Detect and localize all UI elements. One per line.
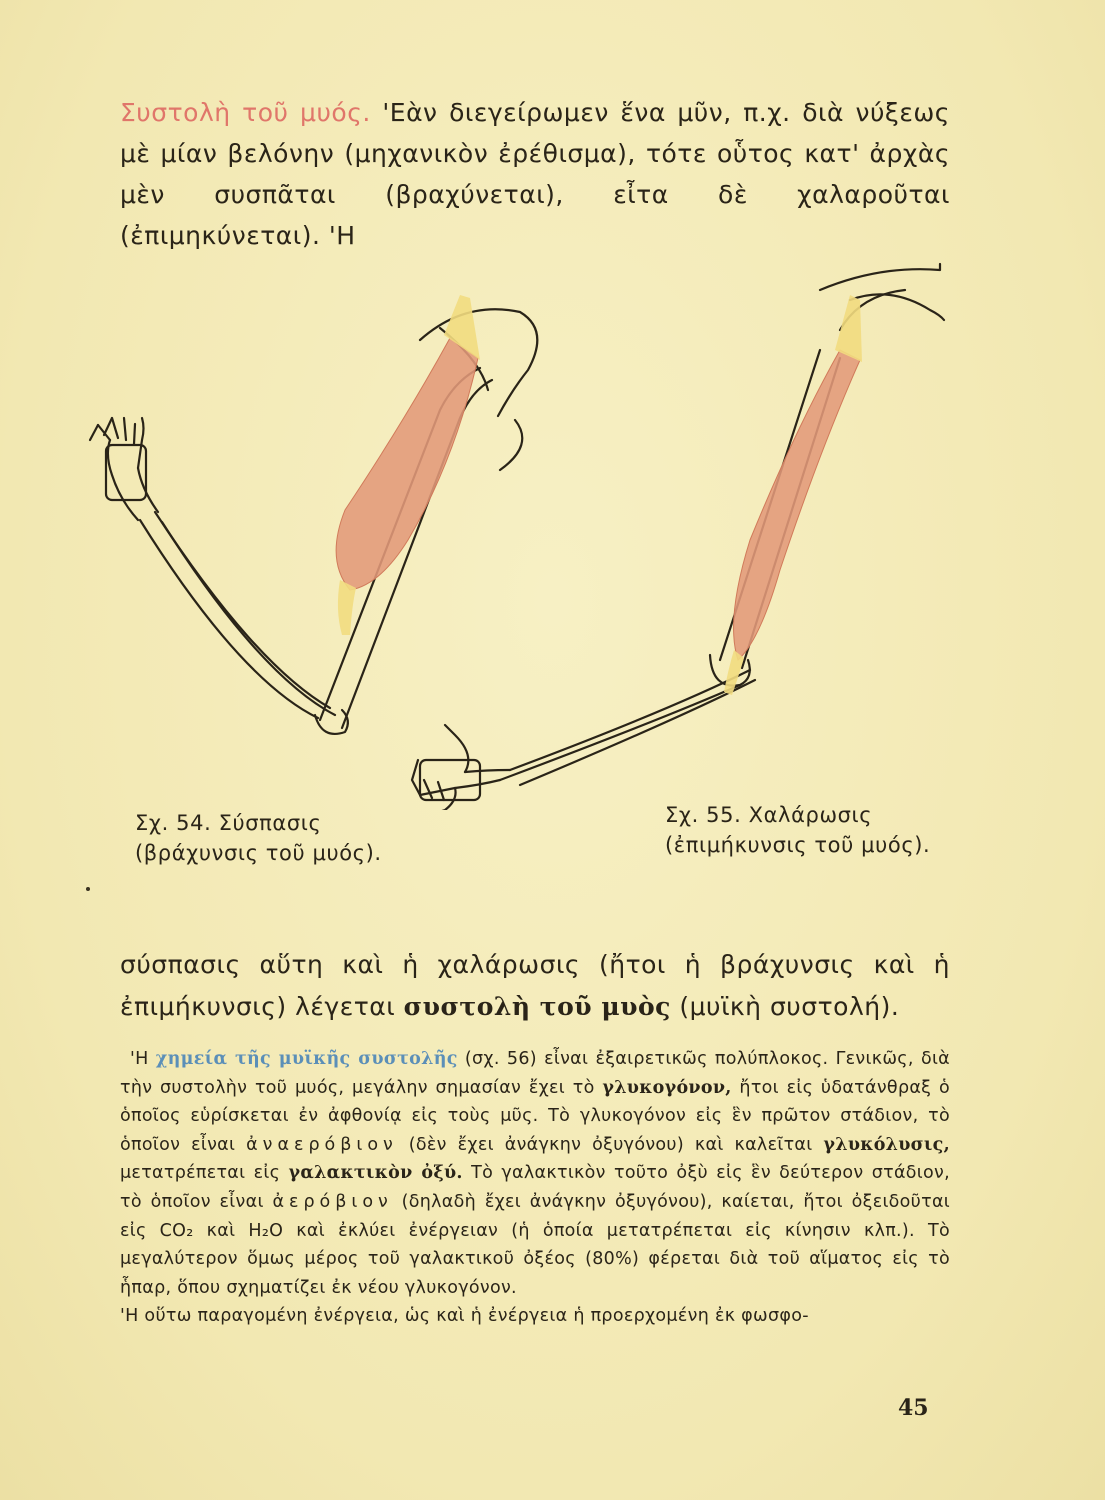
para2-text-2: (σχ. 56) εἶναι ἐξαιρετικῶς πολύπλοκος. Γενικῶς, διὰ τὴν συστολὴν τοῦ μυός, μεγάλην σημασίαν ἔχει τὸ — [120, 1049, 951, 1098]
para1-text-after: (μυϊκὴ συστολή). — [670, 992, 900, 1021]
biceps-contracted — [336, 338, 478, 590]
main-paragraph — [120, 944, 950, 1028]
term-glycolysis: γλυκόλυσις, — [823, 1134, 950, 1155]
figure-55-relaxed-arm — [412, 264, 944, 810]
term-lactic-acid: γαλακτικὸν ὀξύ. — [288, 1163, 463, 1184]
figure-55-caption: Σχ. 55. Χαλάρωσις (ἐπιμήκυνσις τοῦ μυός). — [665, 803, 931, 857]
term-chemistry-of-contraction: χημεία τῆς μυϊκῆς συστολῆς — [155, 1049, 458, 1069]
term-glycogen: γλυκογόνον, — [602, 1077, 732, 1098]
biceps-relaxed-tendon-bottom — [724, 650, 744, 695]
para2-text-6: Τὸ γαλακτικὸν τοῦτο ὀξὺ εἰς ἓν δεύτερον στάδιον, τὸ ὁποῖον εἶναι — [120, 1163, 950, 1212]
intro-text: 'Εὰν διεγείρωμεν ἕνα μῦν, π.χ. διὰ νύξεως μὲ μίαν βελόνην (μηχανικὸν ἐρέθισμα), τότε οὗτος κατ' ἀρχὰς μὲν συσπᾶται (βραχύνεται), εἶτα δὲ χαλαροῦται (ἐπιμηκύνεται). 'Η — [120, 98, 950, 250]
para2-text-4: (δὲν ἔχει ἀνάγκην ὀξυγόνου) καὶ καλεῖται — [397, 1134, 824, 1155]
para2-last-line: 'Η οὕτω παραγομένη ἐνέργεια, ὡς καὶ ἡ ἐνέργεια ἡ προερχομένη ἐκ φωσφο- — [120, 1306, 809, 1327]
term-aerobic: ἀερόβιον — [272, 1191, 393, 1212]
section-heading: Συστολὴ τοῦ μυός. — [120, 98, 371, 127]
para1-text-before: σύσπασις αὕτη καὶ ἡ χαλάρωσις (ἤτοι ἡ βράχυνσις καὶ ἡ ἐπιμήκυνσις) λέγεται — [120, 950, 950, 1021]
term-anaerobic: ἀναερόβιον — [246, 1134, 398, 1155]
para2-text-3: ἤτοι εἰς ὑδατάνθραξ ὁ ὁποῖος εὑρίσκεται ἐν ἀφθονίᾳ εἰς τοὺς μῦς. Τὸ γλυκογόνον εἰς ἓν πρῶτον στάδιον, τὸ ὁποῖον εἶναι — [120, 1077, 950, 1155]
arm-muscle-figures — [60, 240, 1060, 810]
para2-text-5: μετατρέπεται εἰς — [120, 1163, 289, 1184]
para2-text-7: (δηλαδὴ ἔχει ἀνάγκην ὀξυγόνου), καίεται, ἤτοι ὀξειδοῦται εἰς CO₂ καὶ H₂O καὶ ἐκλύει ἐνέργειαν (ἡ ὁποία μετατρέπεται εἰς κίνησιν κλπ.). Τὸ μεγαλύτερον ὅμως μέρος τοῦ γαλακτικοῦ ὀξέος (80%) φέρεται διὰ τοῦ αἵματος εἰς τὸ ἧπαρ, ὅπου σχηματίζει ἐκ νέου γλυκογόνον. — [120, 1191, 951, 1298]
figure-54-caption: Σχ. 54. Σύσπασις (βράχυνσις τοῦ μυός). — [135, 811, 382, 865]
intro-paragraph — [120, 92, 950, 256]
para2-text-1: 'Η — [130, 1049, 156, 1069]
term-muscle-contraction: συστολὴ τοῦ μυὸς — [403, 992, 671, 1021]
page-number: 45 — [898, 1395, 929, 1421]
print-speck — [86, 887, 90, 891]
biceps-relaxed — [734, 350, 860, 660]
chemistry-paragraph — [120, 1045, 950, 1331]
biceps-tendon-bottom — [338, 580, 356, 635]
